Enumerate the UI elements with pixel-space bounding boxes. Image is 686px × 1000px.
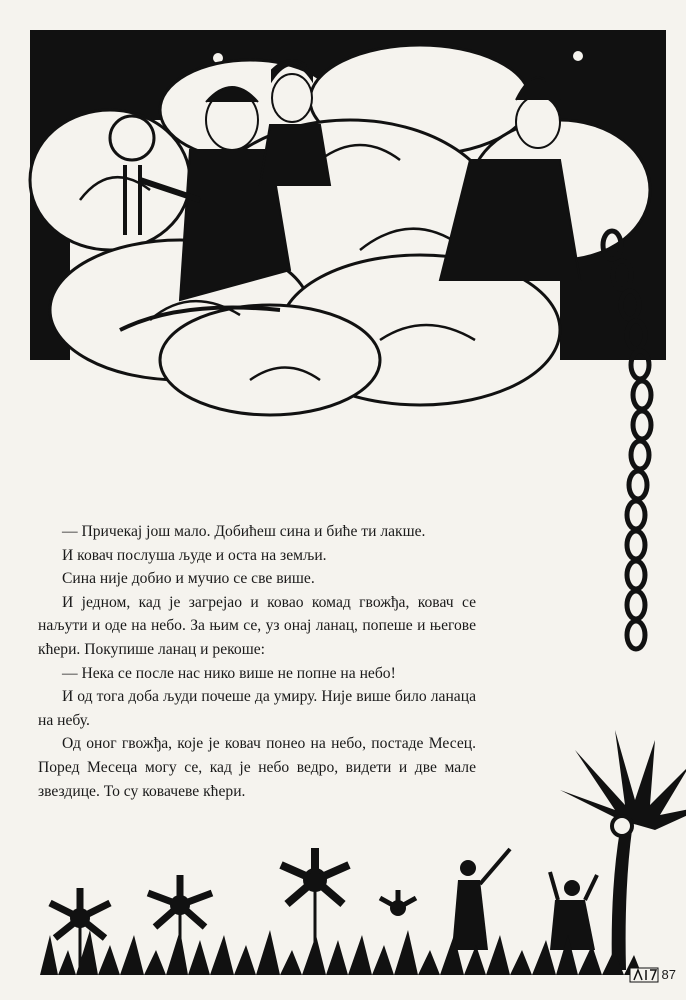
flower-icon <box>380 890 416 916</box>
paragraph: — Причекај још мало. Добићеш сина и биће ти лакше. <box>62 523 426 540</box>
paragraph: И ковач послуша људе и оста на земљи. <box>62 546 327 564</box>
flower-icon <box>50 888 110 975</box>
paragraph: И једном, кад је загрејао и ковао комад гвожђа, ковач се наљути и оде на небо. За њим се, уз онај ланац, попеше и његове кћери. Покупише ланац и рекоше: <box>38 593 476 658</box>
person-figure <box>452 849 510 950</box>
paragraph: Сина није добио и мучио се све више. <box>62 570 315 588</box>
paragraph: И од тога доба људи почеше да умиру. Није више било ланаца на небу. <box>38 688 476 729</box>
story-text <box>38 520 476 803</box>
page-number: 87 <box>661 967 676 982</box>
artist-monogram-icon <box>630 968 658 982</box>
paragraph: Од оног гвожђа, које је ковач понео на небо, постаде Месец. Поред Месеца могу се, кад је небо ведро, видети и две мале звездице. То су ковачеве кћери. <box>38 735 476 800</box>
paragraph: — Нека се после нас нико више не попне на небо! <box>62 664 396 682</box>
person-figure <box>550 872 597 950</box>
